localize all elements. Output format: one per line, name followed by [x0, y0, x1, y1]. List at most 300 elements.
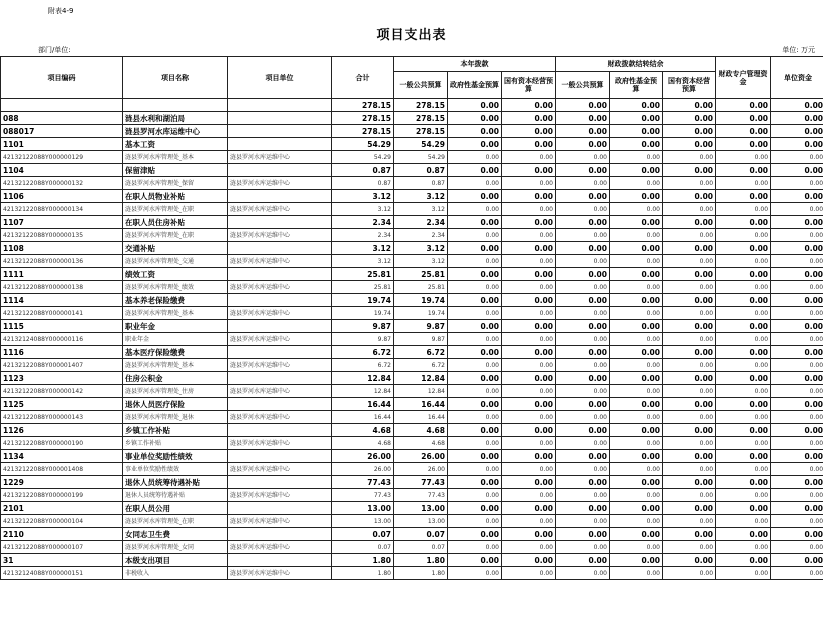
table-row-detail	[1, 229, 823, 242]
cell-value: 0.00	[771, 203, 823, 216]
cell-value: 0.00	[771, 476, 823, 489]
cell-value: 25.81	[332, 281, 394, 294]
table-row-summary	[1, 554, 823, 567]
cell-value: 0.00	[716, 164, 771, 177]
department-label: 部门/单位:	[38, 46, 71, 54]
cell-name: 退休人员统筹待遇补贴	[123, 489, 228, 502]
table-row-summary	[1, 450, 823, 463]
cell-value: 0.00	[771, 515, 823, 528]
cell-value: 0.00	[771, 424, 823, 437]
header-general-budget: 一般公共预算	[394, 72, 448, 99]
cell-value: 0.00	[502, 307, 556, 320]
cell-value: 0.00	[448, 203, 502, 216]
cell-value: 6.72	[332, 359, 394, 372]
cell-name: 涟县罗河水库管理处_基本	[123, 307, 228, 320]
cell-value: 0.00	[663, 138, 716, 151]
cell-value: 0.00	[663, 99, 716, 112]
cell-code: 42132122088Y000000190	[1, 437, 123, 450]
cell-unit: 涟县罗河水库运维中心	[228, 463, 332, 476]
cell-value: 0.00	[448, 268, 502, 281]
cell-value: 0.00	[716, 424, 771, 437]
cell-unit	[228, 294, 332, 307]
cell-value: 0.00	[610, 476, 663, 489]
cell-unit: 涟县罗河水库运维中心	[228, 151, 332, 164]
cell-code: 1123	[1, 372, 123, 385]
cell-value: 0.00	[448, 164, 502, 177]
cell-code: 088017	[1, 125, 123, 138]
cell-value: 13.00	[394, 502, 448, 515]
table-row-summary	[1, 502, 823, 515]
cell-value: 0.00	[502, 372, 556, 385]
cell-value: 25.81	[394, 268, 448, 281]
cell-value: 3.12	[332, 203, 394, 216]
cell-value: 12.84	[394, 372, 448, 385]
cell-code: 31	[1, 554, 123, 567]
cell-value: 19.74	[394, 294, 448, 307]
cell-value: 0.00	[663, 203, 716, 216]
cell-value: 0.00	[716, 346, 771, 359]
cell-value: 0.00	[610, 437, 663, 450]
cell-value: 0.00	[716, 99, 771, 112]
cell-value: 0.00	[716, 112, 771, 125]
cell-value: 0.00	[556, 333, 610, 346]
cell-value: 77.43	[332, 489, 394, 502]
table-row-detail	[1, 203, 823, 216]
cell-code: 42132122088Y000000132	[1, 177, 123, 190]
table-row-summary	[1, 216, 823, 229]
cell-value: 0.00	[556, 242, 610, 255]
cell-value: 0.00	[716, 333, 771, 346]
cell-value: 0.00	[771, 502, 823, 515]
cell-value: 0.00	[771, 398, 823, 411]
cell-name: 基本医疗保险缴费	[123, 346, 228, 359]
cell-value: 0.00	[556, 437, 610, 450]
table-row-detail	[1, 151, 823, 164]
cell-value: 0.00	[556, 463, 610, 476]
cell-code: 1108	[1, 242, 123, 255]
cell-value: 0.00	[663, 502, 716, 515]
cell-value: 0.00	[771, 541, 823, 554]
cell-value: 0.00	[771, 190, 823, 203]
cell-value: 0.00	[610, 450, 663, 463]
cell-value: 0.00	[448, 528, 502, 541]
cell-value: 26.00	[332, 463, 394, 476]
cell-value: 0.00	[610, 190, 663, 203]
cell-code: 42132122088Y000000138	[1, 281, 123, 294]
cell-value: 0.00	[771, 255, 823, 268]
cell-unit	[228, 450, 332, 463]
cell-value: 0.00	[448, 281, 502, 294]
cell-value: 0.00	[556, 294, 610, 307]
cell-value: 9.87	[394, 333, 448, 346]
cell-value: 0.00	[663, 229, 716, 242]
cell-value: 0.00	[502, 242, 556, 255]
cell-value: 0.00	[556, 346, 610, 359]
cell-value: 0.00	[556, 177, 610, 190]
header-carryover-gov-fund: 政府性基金预算	[610, 72, 663, 99]
cell-value: 0.00	[448, 216, 502, 229]
cell-value: 0.00	[502, 541, 556, 554]
cell-value: 4.68	[394, 437, 448, 450]
cell-value: 0.00	[716, 320, 771, 333]
header-unit: 项目单位	[228, 57, 332, 99]
cell-value: 0.00	[610, 528, 663, 541]
cell-unit	[228, 424, 332, 437]
cell-unit	[228, 112, 332, 125]
cell-value: 0.00	[448, 385, 502, 398]
cell-code: 42132122088Y000000134	[1, 203, 123, 216]
cell-value: 0.00	[556, 528, 610, 541]
cell-value: 0.00	[663, 281, 716, 294]
cell-value: 0.00	[502, 567, 556, 580]
cell-value: 0.07	[332, 541, 394, 554]
cell-value: 0.00	[610, 333, 663, 346]
cell-value: 0.07	[394, 528, 448, 541]
table-row-summary	[1, 242, 823, 255]
cell-value: 0.00	[610, 112, 663, 125]
cell-value: 0.00	[502, 164, 556, 177]
cell-code: 1229	[1, 476, 123, 489]
cell-value: 278.15	[332, 112, 394, 125]
cell-value: 9.87	[394, 320, 448, 333]
table-row-detail	[1, 307, 823, 320]
header-total: 合计	[332, 57, 394, 99]
cell-code: 42132122088Y000000129	[1, 151, 123, 164]
header-name: 项目名称	[123, 57, 228, 99]
cell-value: 0.00	[610, 151, 663, 164]
cell-value: 0.00	[716, 281, 771, 294]
cell-value: 0.00	[610, 463, 663, 476]
cell-code: 42132122088Y000001407	[1, 359, 123, 372]
cell-value: 9.87	[332, 333, 394, 346]
cell-value: 0.00	[716, 242, 771, 255]
cell-code: 42132122088Y000000143	[1, 411, 123, 424]
cell-value: 0.00	[502, 151, 556, 164]
cell-code: 1107	[1, 216, 123, 229]
cell-value: 0.00	[663, 463, 716, 476]
cell-value: 0.00	[502, 385, 556, 398]
cell-value: 0.00	[663, 554, 716, 567]
cell-name: 非税收入	[123, 567, 228, 580]
cell-value: 0.00	[716, 385, 771, 398]
cell-value: 4.68	[394, 424, 448, 437]
cell-value: 0.00	[556, 229, 610, 242]
cell-value: 6.72	[332, 346, 394, 359]
cell-value: 3.12	[332, 242, 394, 255]
cell-value: 0.00	[448, 502, 502, 515]
cell-value: 9.87	[332, 320, 394, 333]
cell-unit	[228, 138, 332, 151]
cell-value: 0.00	[610, 489, 663, 502]
cell-value: 3.12	[394, 242, 448, 255]
cell-value: 54.29	[332, 151, 394, 164]
cell-unit: 涟县罗河水库运维中心	[228, 515, 332, 528]
cell-value: 0.00	[556, 541, 610, 554]
cell-name	[123, 99, 228, 112]
cell-code: 42132124088Y000000116	[1, 333, 123, 346]
cell-value: 0.00	[663, 216, 716, 229]
cell-value: 0.00	[610, 346, 663, 359]
cell-value: 0.00	[556, 125, 610, 138]
cell-name: 基本工资	[123, 138, 228, 151]
cell-code: 1116	[1, 346, 123, 359]
table-row-summary	[1, 372, 823, 385]
cell-value: 0.00	[448, 190, 502, 203]
cell-value: 0.00	[716, 489, 771, 502]
cell-value: 0.00	[610, 411, 663, 424]
cell-name: 乡镇工作补贴	[123, 424, 228, 437]
cell-value: 0.00	[663, 320, 716, 333]
cell-value: 0.00	[556, 411, 610, 424]
cell-name: 职业年金	[123, 333, 228, 346]
cell-value: 0.00	[771, 164, 823, 177]
cell-value: 0.00	[448, 437, 502, 450]
cell-value: 0.00	[502, 190, 556, 203]
cell-unit	[228, 346, 332, 359]
cell-value: 0.00	[663, 515, 716, 528]
cell-value: 0.00	[448, 450, 502, 463]
cell-value: 0.00	[771, 112, 823, 125]
cell-value: 0.00	[556, 385, 610, 398]
cell-value: 0.00	[771, 99, 823, 112]
cell-value: 19.74	[332, 294, 394, 307]
cell-unit: 涟县罗河水库运维中心	[228, 567, 332, 580]
cell-value: 0.00	[663, 255, 716, 268]
cell-code: 1114	[1, 294, 123, 307]
cell-value: 0.00	[663, 398, 716, 411]
cell-unit: 涟县罗河水库运维中心	[228, 177, 332, 190]
unit-label: 单位: 万元	[782, 46, 815, 54]
cell-value: 54.29	[394, 151, 448, 164]
cell-name: 退休人员医疗保险	[123, 398, 228, 411]
cell-value: 0.00	[716, 229, 771, 242]
cell-value: 278.15	[394, 99, 448, 112]
cell-name: 涟县罗河水库管理处_退休	[123, 411, 228, 424]
cell-unit: 涟县罗河水库运维中心	[228, 255, 332, 268]
cell-code: 1126	[1, 424, 123, 437]
cell-value: 0.00	[771, 320, 823, 333]
cell-value: 0.00	[556, 268, 610, 281]
cell-value: 16.44	[332, 411, 394, 424]
cell-value: 0.00	[716, 528, 771, 541]
cell-value: 0.00	[502, 476, 556, 489]
table-row-detail	[1, 463, 823, 476]
cell-value: 0.00	[663, 125, 716, 138]
cell-value: 25.81	[332, 268, 394, 281]
cell-value: 0.00	[771, 528, 823, 541]
cell-value: 0.00	[716, 203, 771, 216]
cell-value: 0.00	[556, 515, 610, 528]
cell-value: 12.84	[332, 385, 394, 398]
cell-value: 0.00	[556, 99, 610, 112]
cell-value: 0.07	[394, 541, 448, 554]
cell-value: 0.00	[448, 242, 502, 255]
cell-value: 0.00	[610, 203, 663, 216]
cell-value: 0.00	[448, 346, 502, 359]
cell-value: 1.80	[394, 554, 448, 567]
cell-value: 0.00	[502, 411, 556, 424]
cell-value: 0.07	[332, 528, 394, 541]
cell-value: 0.00	[771, 177, 823, 190]
cell-name: 涟县罗河水库管理处_住房	[123, 385, 228, 398]
cell-name: 涟县罗河水库管理处_基本	[123, 151, 228, 164]
header-code: 项目编码	[1, 57, 123, 99]
cell-value: 0.00	[448, 554, 502, 567]
cell-code: 42132122088Y000000136	[1, 255, 123, 268]
cell-name: 在职人员物业补贴	[123, 190, 228, 203]
cell-value: 0.00	[610, 515, 663, 528]
table-row-detail	[1, 177, 823, 190]
cell-code: 1101	[1, 138, 123, 151]
cell-unit	[228, 476, 332, 489]
cell-value: 0.00	[663, 359, 716, 372]
cell-value: 0.00	[502, 177, 556, 190]
cell-value: 0.00	[556, 424, 610, 437]
cell-value: 6.72	[394, 346, 448, 359]
cell-value: 12.84	[332, 372, 394, 385]
cell-value: 0.00	[502, 463, 556, 476]
cell-value: 0.00	[502, 502, 556, 515]
cell-code: 42132122088Y000001408	[1, 463, 123, 476]
cell-code: 1104	[1, 164, 123, 177]
cell-value: 0.00	[502, 125, 556, 138]
cell-value: 0.00	[502, 359, 556, 372]
table-row-summary	[1, 320, 823, 333]
cell-unit	[228, 268, 332, 281]
cell-name: 涟县罗河水库管理处_在职	[123, 515, 228, 528]
cell-value: 0.00	[716, 268, 771, 281]
table-row-detail	[1, 359, 823, 372]
table-row-detail	[1, 333, 823, 346]
cell-value: 0.00	[663, 333, 716, 346]
cell-value: 0.00	[610, 554, 663, 567]
cell-code: 42132122088Y000000135	[1, 229, 123, 242]
cell-value: 0.00	[663, 242, 716, 255]
cell-unit: 涟县罗河水库运维中心	[228, 385, 332, 398]
cell-value: 2.34	[394, 216, 448, 229]
cell-name: 涟县罗河水库管理处_绩效	[123, 281, 228, 294]
cell-value: 0.00	[716, 463, 771, 476]
cell-value: 0.00	[771, 411, 823, 424]
cell-value: 0.00	[610, 567, 663, 580]
cell-unit	[228, 125, 332, 138]
header-carryover-soe-capital: 国有资本经营预算	[663, 72, 716, 99]
cell-value: 0.00	[610, 216, 663, 229]
cell-value: 0.00	[502, 554, 556, 567]
cell-value: 0.00	[771, 138, 823, 151]
cell-value: 0.00	[448, 567, 502, 580]
cell-value: 0.00	[556, 567, 610, 580]
cell-value: 0.00	[448, 359, 502, 372]
cell-value: 0.00	[771, 554, 823, 567]
cell-value: 0.00	[663, 294, 716, 307]
cell-value: 0.00	[610, 359, 663, 372]
cell-value: 4.68	[332, 424, 394, 437]
cell-unit: 涟县罗河水库运维中心	[228, 307, 332, 320]
table-row-detail	[1, 515, 823, 528]
cell-value: 0.00	[663, 268, 716, 281]
table-row-detail	[1, 411, 823, 424]
cell-value: 2.34	[394, 229, 448, 242]
cell-value: 0.00	[556, 554, 610, 567]
cell-value: 0.00	[663, 528, 716, 541]
cell-value: 0.00	[502, 333, 556, 346]
cell-code: 2101	[1, 502, 123, 515]
cell-code: 1125	[1, 398, 123, 411]
cell-value: 0.00	[771, 489, 823, 502]
header-current-year: 本年拨款	[394, 57, 556, 72]
cell-name: 女同志卫生费	[123, 528, 228, 541]
cell-value: 0.00	[771, 281, 823, 294]
cell-value: 0.00	[448, 151, 502, 164]
cell-value: 0.00	[556, 489, 610, 502]
cell-unit	[228, 99, 332, 112]
cell-name: 涟县罗河水库管理处_女同	[123, 541, 228, 554]
table-row-detail	[1, 541, 823, 554]
cell-value: 3.12	[332, 190, 394, 203]
cell-code: 42132122088Y000000104	[1, 515, 123, 528]
cell-value: 0.00	[610, 229, 663, 242]
cell-value: 0.00	[556, 255, 610, 268]
cell-value: 0.00	[556, 502, 610, 515]
cell-value: 0.00	[556, 190, 610, 203]
table-row-summary	[1, 398, 823, 411]
cell-value: 0.00	[771, 229, 823, 242]
cell-value: 0.00	[716, 372, 771, 385]
cell-value: 0.00	[556, 320, 610, 333]
cell-unit	[228, 372, 332, 385]
cell-value: 0.00	[448, 112, 502, 125]
cell-value: 0.00	[663, 541, 716, 554]
cell-value: 0.00	[448, 515, 502, 528]
cell-value: 0.00	[502, 528, 556, 541]
cell-name: 事业单位奖励性绩效	[123, 463, 228, 476]
cell-name: 本级支出项目	[123, 554, 228, 567]
cell-name: 住房公积金	[123, 372, 228, 385]
cell-value: 0.00	[716, 476, 771, 489]
cell-value: 0.00	[448, 255, 502, 268]
cell-value: 0.00	[556, 372, 610, 385]
cell-name: 退休人员统筹待遇补贴	[123, 476, 228, 489]
cell-code: 1106	[1, 190, 123, 203]
cell-value: 0.00	[610, 138, 663, 151]
cell-value: 0.00	[610, 541, 663, 554]
cell-value: 0.00	[771, 450, 823, 463]
cell-value: 77.43	[394, 489, 448, 502]
table-row-summary	[1, 424, 823, 437]
cell-value: 0.00	[448, 489, 502, 502]
cell-value: 0.00	[716, 359, 771, 372]
cell-value: 6.72	[394, 359, 448, 372]
cell-value: 0.00	[610, 398, 663, 411]
cell-value: 0.00	[716, 502, 771, 515]
cell-name: 职业年金	[123, 320, 228, 333]
table-row-detail	[1, 281, 823, 294]
cell-value: 0.00	[448, 372, 502, 385]
cell-code: 42132122088Y000000142	[1, 385, 123, 398]
cell-value: 278.15	[394, 112, 448, 125]
cell-unit	[228, 554, 332, 567]
cell-value: 13.00	[332, 502, 394, 515]
cell-name: 在职人员公用	[123, 502, 228, 515]
cell-value: 0.00	[716, 515, 771, 528]
cell-value: 77.43	[394, 476, 448, 489]
cell-value: 12.84	[394, 385, 448, 398]
cell-value: 2.34	[332, 216, 394, 229]
table-row-summary	[1, 138, 823, 151]
table-row-summary	[1, 528, 823, 541]
attachment-label: 附表4-9	[48, 7, 74, 15]
